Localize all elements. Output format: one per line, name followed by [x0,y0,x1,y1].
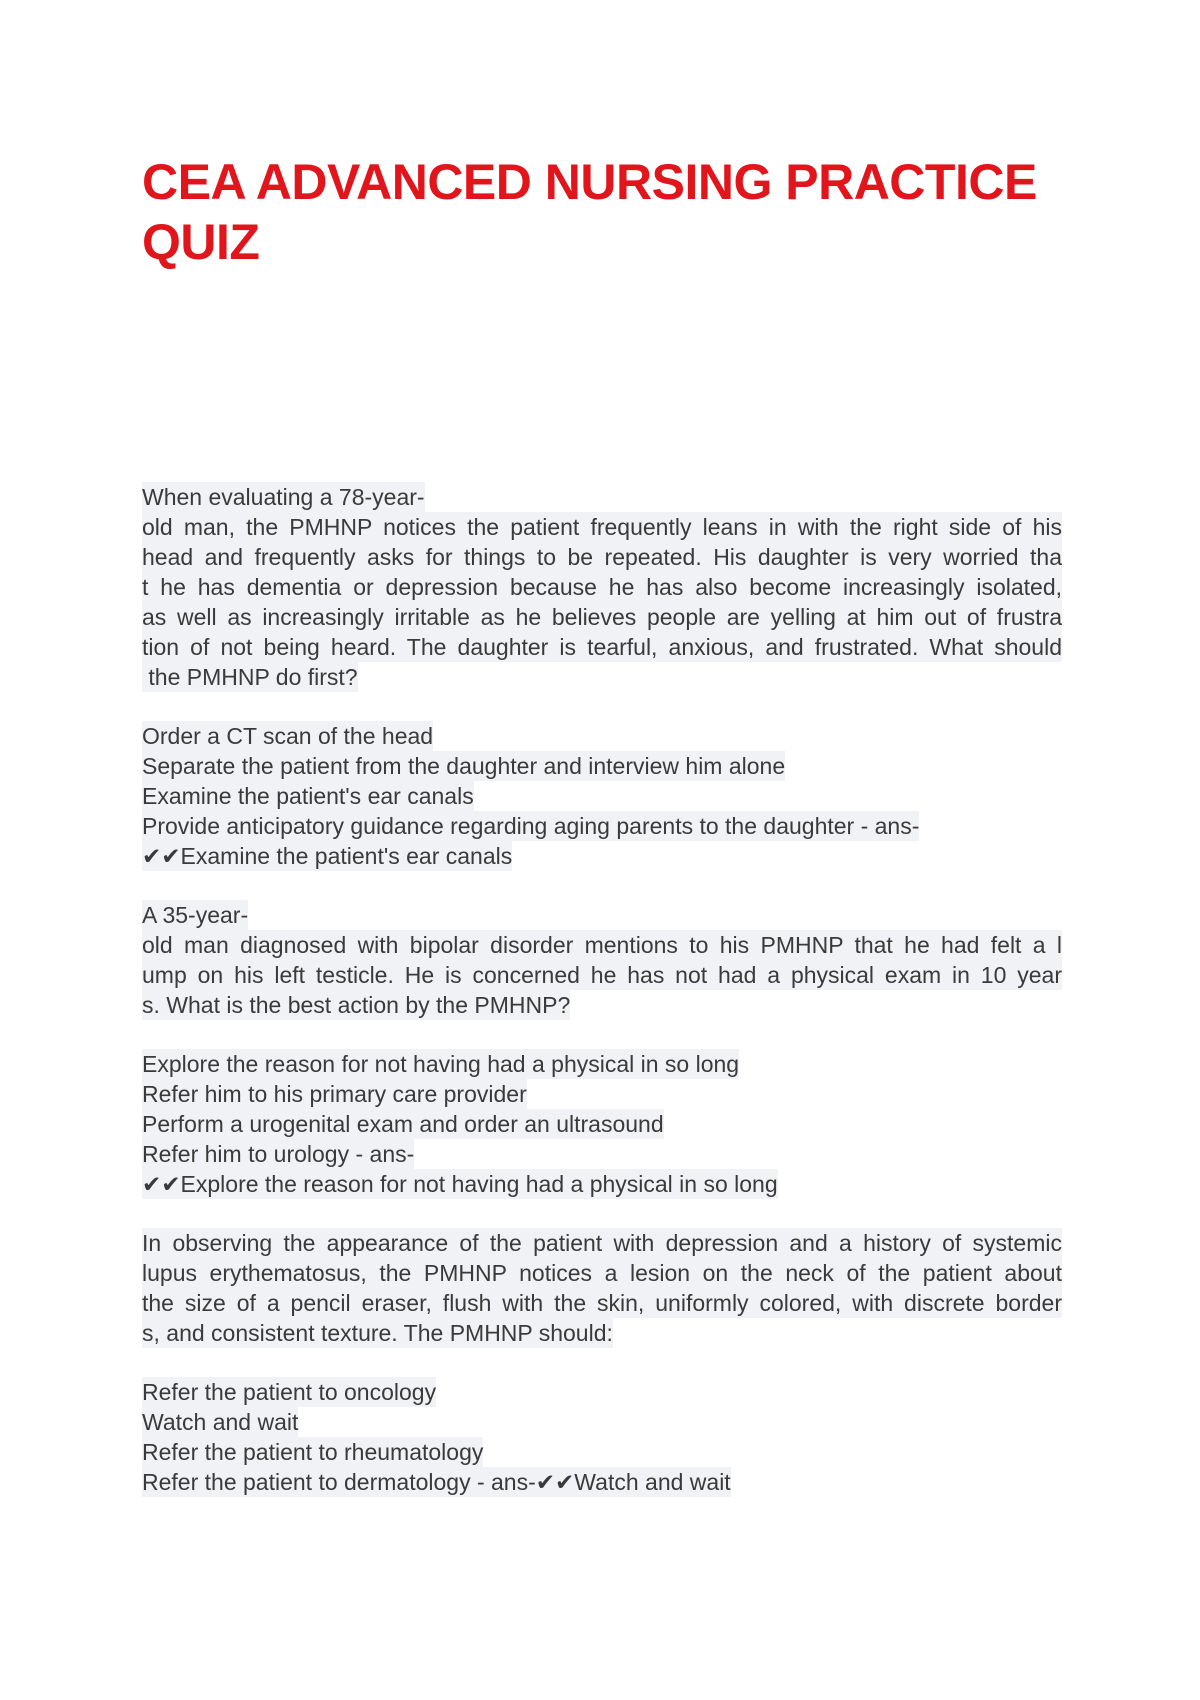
stem-line: In observing the appearance of the patient with depression and a history of systemic [142,1230,1062,1256]
question-2-options [142,1049,1062,1199]
stem-line: as well as increasingly irritable as he believes people are yelling at him out of frustra [142,604,1062,630]
answer-line: Refer the patient to dermatology - ans-✔✔Watch and wait [142,1469,731,1495]
page-title [142,152,1042,272]
option-line: Explore the reason for not having had a physical in so long [142,1051,740,1077]
stem-line: old man diagnosed with bipolar disorder mentions to his PMHNP that he had felt a l [142,932,1062,958]
stem-line: old man, the PMHNP notices the patient frequently leans in with the right side of his [142,514,1062,540]
answer-line: ✔✔Explore the reason for not having had a physical in so long [142,1171,778,1197]
stem-line: A 35-year- [142,902,249,928]
option-line: Order a CT scan of the head [142,723,434,749]
stem-line: s. What is the best action by the PMHNP? [142,992,571,1018]
stem-line: t he has dementia or depression because he has also become increasingly isolated, [142,574,1062,600]
option-line: Refer him to his primary care provider [142,1081,527,1107]
option-line: Watch and wait [142,1409,299,1435]
option-line: Refer the patient to rheumatology [142,1439,484,1465]
stem-line: head and frequently asks for things to be repeated. His daughter is very worried tha [142,544,1062,570]
stem-line: When evaluating a 78-year- [142,484,425,510]
question-3-options [142,1377,1062,1497]
option-line: Refer the patient to oncology [142,1379,437,1405]
stem-line: the PMHNP do first? [142,664,358,690]
option-line: Provide anticipatory guidance regarding aging parents to the daughter - ans- [142,813,920,839]
answer-line: ✔✔Examine the patient's ear canals [142,843,513,869]
option-line: Refer him to urology - ans- [142,1141,415,1167]
title-line: QUIZ [142,214,260,270]
question-2-stem [142,900,1062,1020]
option-line: Separate the patient from the daughter and interview him alone [142,753,786,779]
stem-line: the size of a pencil eraser, flush with the skin, uniformly colored, with discrete border [142,1290,1062,1316]
option-line: Perform a urogenital exam and order an ultrasound [142,1111,664,1137]
question-3-stem [142,1228,1062,1348]
stem-line: s, and consistent texture. The PMHNP should: [142,1320,613,1346]
question-1-options [142,721,1062,871]
question-1-stem [142,482,1062,692]
quiz-content [142,482,1062,1497]
stem-line: tion of not being heard. The daughter is tearful, anxious, and frustrated. What should [142,634,1062,660]
stem-line: lupus erythematosus, the PMHNP notices a lesion on the neck of the patient about [142,1260,1062,1286]
stem-line: ump on his left testicle. He is concerned he has not had a physical exam in 10 year [142,962,1062,988]
option-line: Examine the patient's ear canals [142,783,474,809]
title-line: CEA ADVANCED NURSING PRACTICE [142,154,1037,210]
